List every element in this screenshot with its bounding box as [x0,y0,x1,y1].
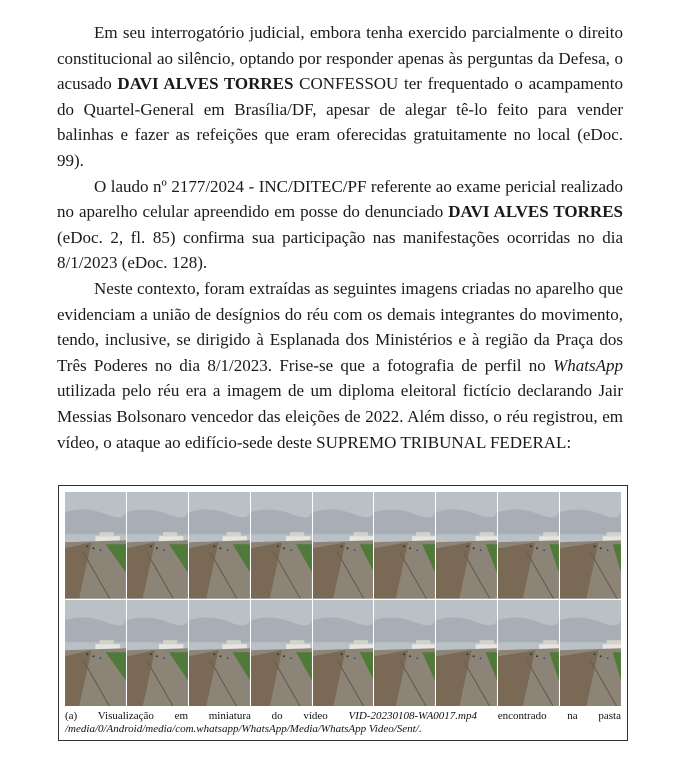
thumbnail-grid [65,492,621,706]
video-frame-thumbnail [436,600,497,707]
video-frame-thumbnail [436,492,497,599]
video-frame-thumbnail [127,600,188,707]
paragraph-text: O laudo nº 2177/2024 - INC/DITEC/PF referente ao exame pericial realizado no aparelho celular apreendido em posse do denunciado [57,176,623,222]
caption-text: encontrado na pasta [476,710,621,722]
body-text [57,20,623,455]
video-filename: VID-20230108-WA0017.mp4 [348,710,477,722]
video-frame-thumbnail [560,492,621,599]
paragraph-contexto [57,276,623,455]
video-frame-thumbnail [374,600,435,707]
defendant-name: DAVI ALVES TORRES [448,202,623,222]
video-frame-thumbnail [313,600,374,707]
paragraph-text: CONFESSOU ter frequentado o acampamento do Quartel-General em Brasília/DF, apesar de alegar tê-lo feito para vender balinhas e fazer as refeições que eram oferecidas gratuitamente no local (eDoc. 99). [57,74,623,170]
video-frame-thumbnail [374,492,435,599]
video-frame-thumbnail [251,492,312,599]
video-frame-thumbnail [498,492,559,599]
app-name: WhatsApp [553,355,623,375]
video-frame-thumbnail [313,492,374,599]
video-frame-thumbnail [560,600,621,707]
video-frame-thumbnail [189,492,250,599]
video-frame-thumbnail [498,600,559,707]
video-frame-thumbnail [65,492,126,599]
video-frame-thumbnail [251,600,312,707]
caption-text: . [418,723,422,735]
folder-path: /media/0/Android/media/com.whatsapp/WhatsApp/Media/WhatsApp Video/Sent/ [65,723,419,735]
paragraph-text: Em seu interrogatório judicial, embora tenha exercido parcialmente o direito constitucional ao silêncio, optando por responder apenas às perguntas da Defesa, o acusado [57,23,623,94]
paragraph-text: Neste contexto, foram extraídas as seguintes imagens criadas no aparelho que evidenciam a união de desígnios do réu com os demais integrantes do movimento, tendo, inclusive, se dirigido à Esplanada dos Ministérios e à região da Praça dos Três Poderes no dia 8/1/2023. Frise-se que a fotografia de perfil no [57,278,623,375]
video-thumbnail-figure [58,485,628,741]
paragraph-laudo [57,174,623,276]
defendant-name: DAVI ALVES TORRES [117,74,294,94]
video-frame-thumbnail [65,600,126,707]
paragraph-interrogatorio [57,20,623,174]
video-frame-thumbnail [127,492,188,599]
paragraph-text: (eDoc. 2, fl. 85) confirma sua participação nas manifestações ocorridas no dia 8/1/2023 (eDoc. 128). [57,227,623,273]
figure-caption [65,710,621,736]
video-frame-thumbnail [189,600,250,707]
caption-text: (a) Visualização em miniatura do vídeo [65,710,349,722]
paragraph-text: utilizada pelo réu era a imagem de um diploma eleitoral fictício declarando Jair Messias Bolsonaro vencedor das eleições de 2022. Além disso, o réu registrou, em vídeo, o ataque ao edifício-sede deste SUPREMO TRIBUNAL FEDERAL: [57,381,623,452]
